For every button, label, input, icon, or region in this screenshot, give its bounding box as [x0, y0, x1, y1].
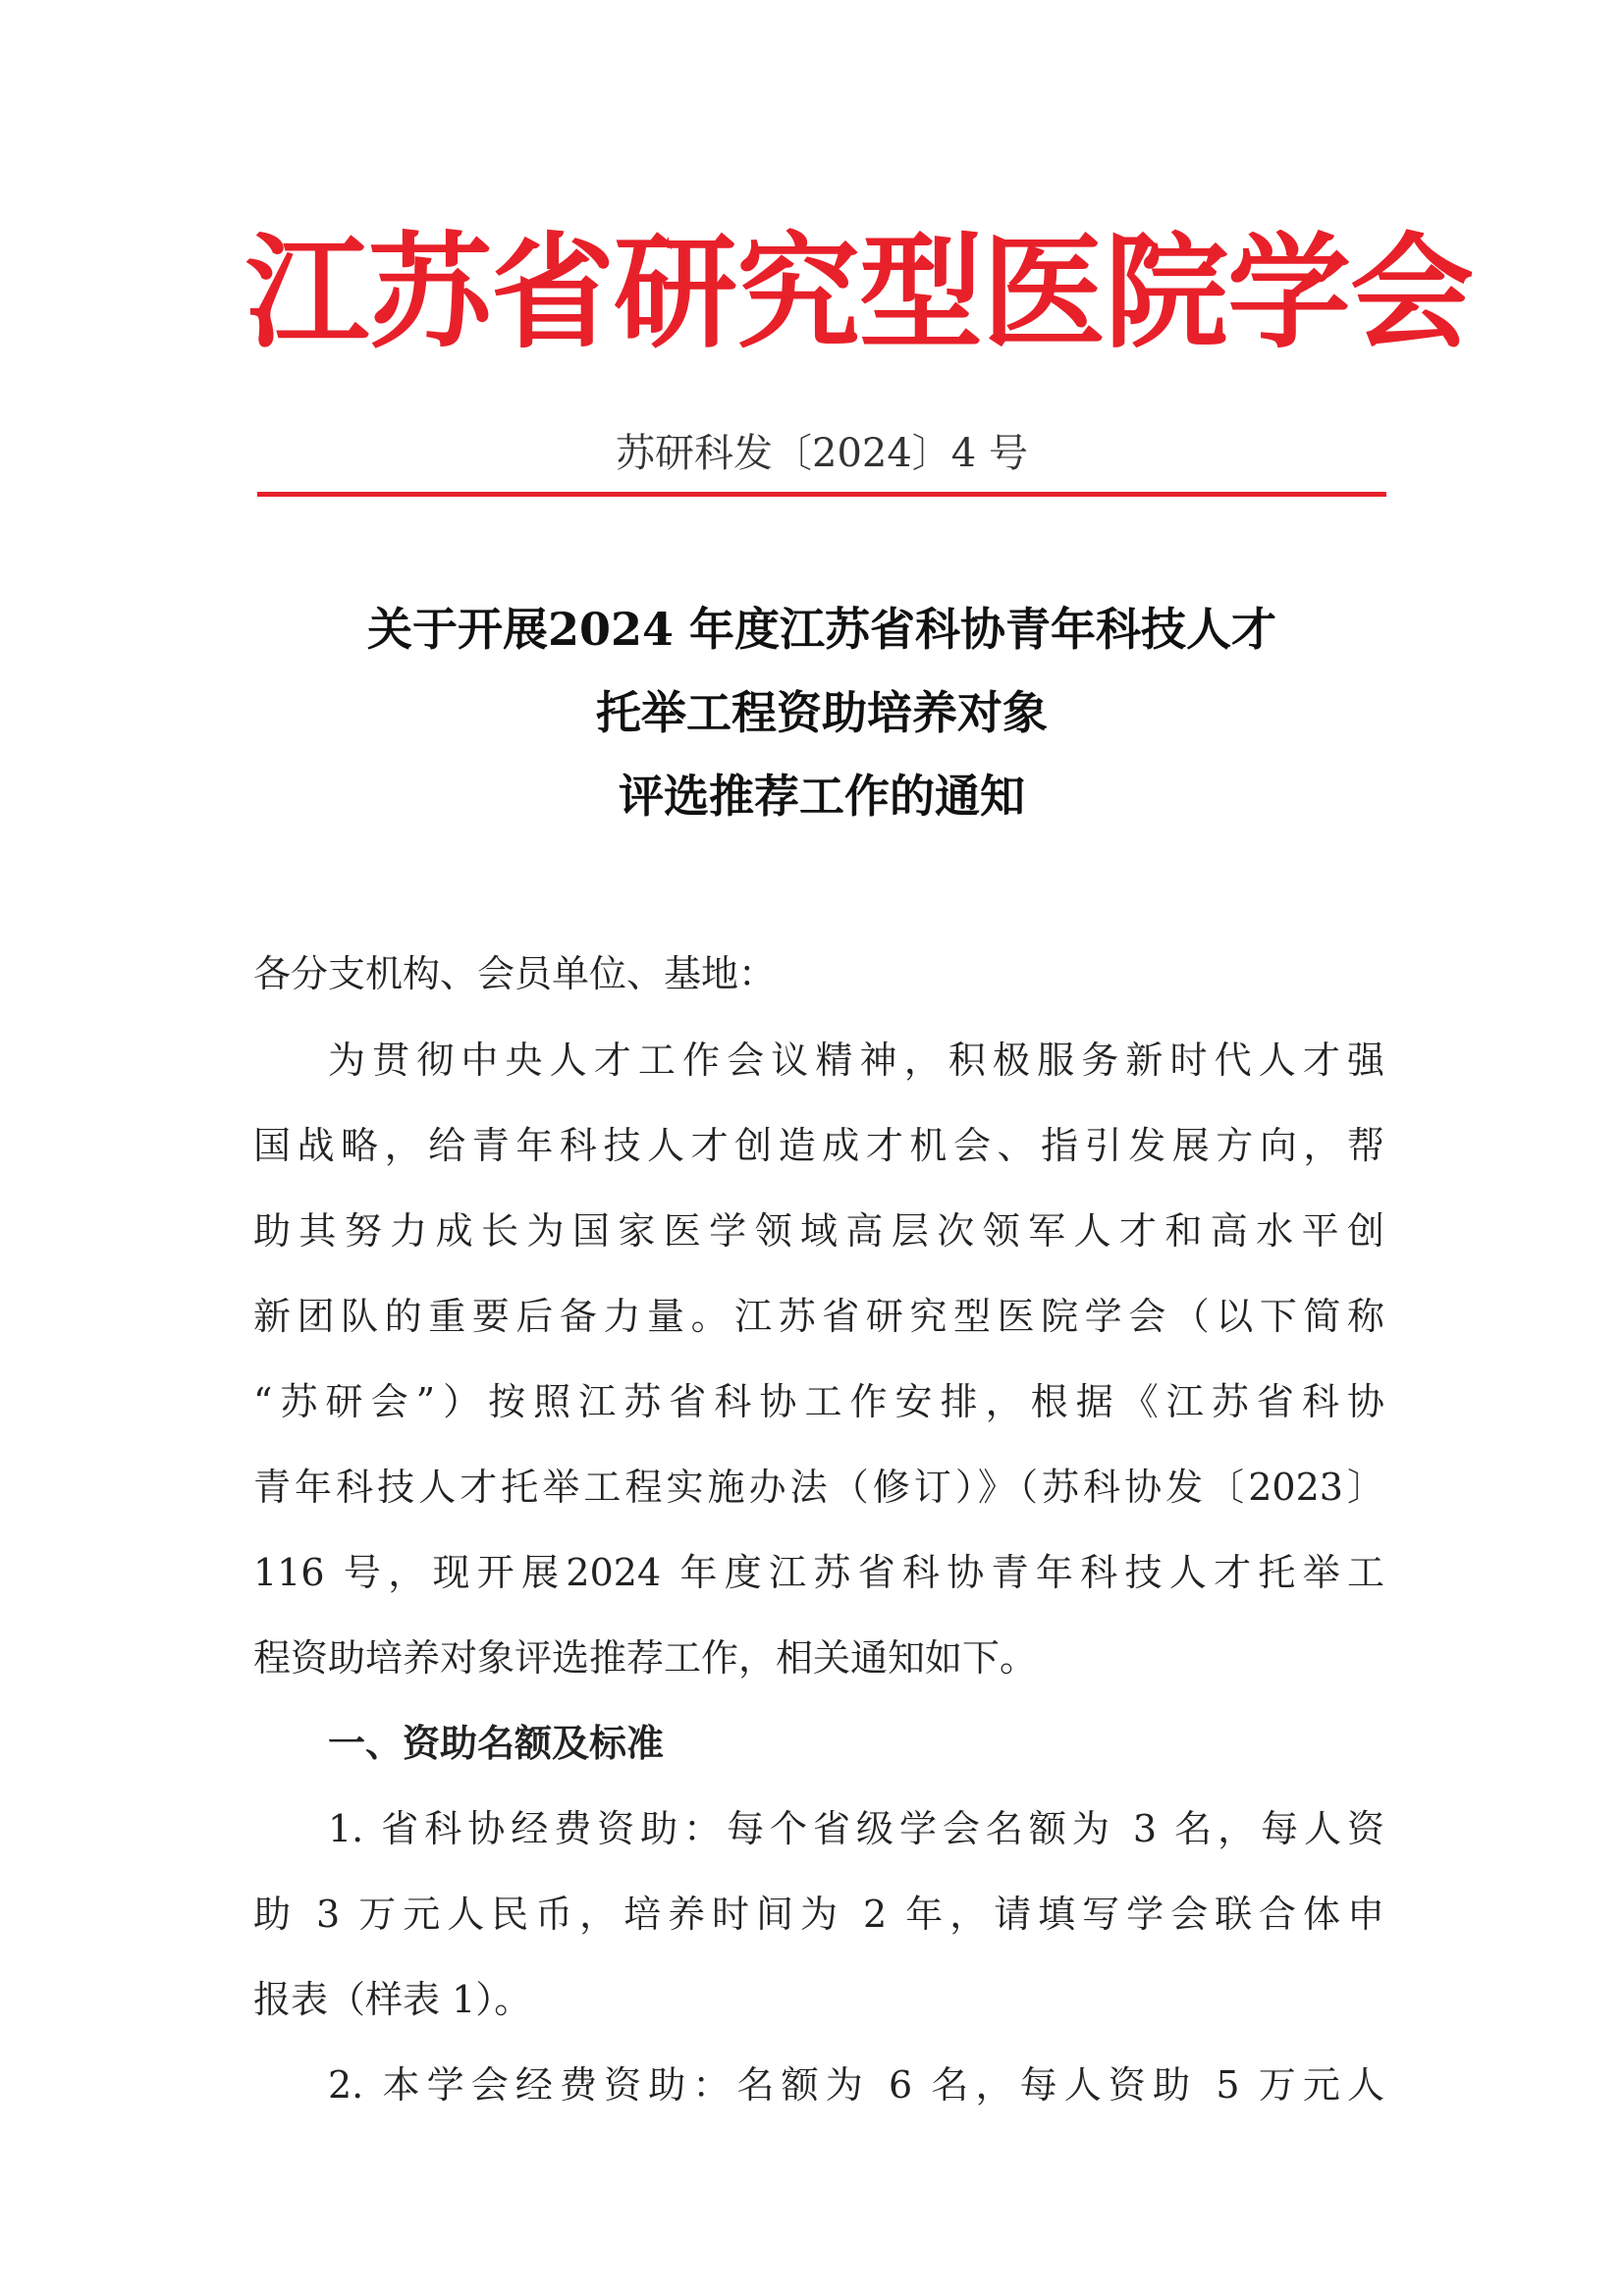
- paragraph-1-line-5: “苏研会”）按照江苏省科协工作安排，根据《江苏省科协: [253, 1380, 1384, 1423]
- section-1-heading: 一、资助名额及标准: [328, 1721, 665, 1765]
- paragraph-1-line-1: 为贯彻中央人才工作会议精神，积极服务新时代人才强: [328, 1039, 1384, 1082]
- organization-name: 江苏省研究型医院学会: [245, 220, 1473, 365]
- item-2-line-1: 2. 本学会经费资助：名额为 6 名，每人资助 5 万元人: [328, 2063, 1384, 2107]
- document-title-line-2: 托举工程资助培养对象: [596, 686, 1048, 739]
- item-1-line-1: 1. 省科协经费资助：每个省级学会名额为 3 名，每人资: [328, 1807, 1384, 1850]
- paragraph-1-line-8: 程资助培养对象评选推荐工作，相关通知如下。: [253, 1636, 1038, 1680]
- document-title-line-1: 关于开展2024 年度江苏省科协青年科技人才: [366, 603, 1277, 656]
- paragraph-1-line-4: 新团队的重要后备力量。江苏省研究型医院学会（以下简称: [253, 1295, 1384, 1338]
- salutation: 各分支机构、会员单位、基地：: [253, 952, 777, 995]
- red-divider-line: [257, 492, 1386, 497]
- paragraph-1-line-2: 国战略，给青年科技人才创造成才机会、指引发展方向，帮: [253, 1124, 1384, 1167]
- document-number: 苏研科发〔2024〕4 号: [616, 431, 1028, 476]
- paragraph-1-line-3: 助其努力成长为国家医学领域高层次领军人才和高水平创: [253, 1209, 1384, 1253]
- item-1-line-3: 报表（样表 1）。: [253, 1978, 532, 2021]
- paragraph-1-line-6: 青年科技人才托举工程实施办法（修订）》（苏科协发〔2023〕: [253, 1466, 1384, 1509]
- paragraph-1-line-7: 116 号，现开展2024 年度江苏省科协青年科技人才托举工: [253, 1551, 1384, 1594]
- document-title-line-3: 评选推荐工作的通知: [619, 770, 1025, 823]
- item-1-line-2: 助 3 万元人民币，培养时间为 2 年，请填写学会联合体申: [253, 1893, 1384, 1936]
